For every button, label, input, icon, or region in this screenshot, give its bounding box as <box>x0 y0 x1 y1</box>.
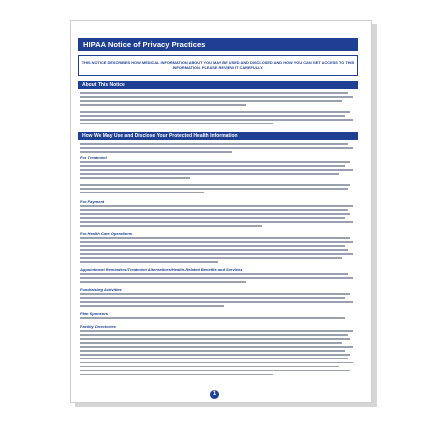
payment-paragraph <box>80 205 356 229</box>
section-heading-about: About This Notice <box>78 81 358 89</box>
page-number: 1 <box>210 390 219 399</box>
uses-intro-paragraph <box>80 143 356 155</box>
facility-paragraph <box>80 330 356 378</box>
about-paragraph <box>80 92 356 127</box>
operations-paragraph <box>80 237 356 265</box>
subheading-operations: For Health Care Operations <box>80 231 133 236</box>
document-title: HIPAA Notice of Privacy Practices <box>78 38 358 51</box>
subheading-treatment: For Treatment <box>80 155 107 160</box>
treatment-paragraph <box>80 161 356 196</box>
fundraising-paragraph <box>80 293 356 309</box>
document-page <box>70 20 372 403</box>
subheading-facility-directories: Facility Directories <box>80 324 116 329</box>
plan-sponsors-paragraph <box>80 317 356 321</box>
notice-box: THIS NOTICE DESCRIBES HOW MEDICAL INFORMATION ABOUT YOU MAY BE USED AND DISCLOSED AND HOW YOU CAN GET ACCESS TO THIS INFORMATION. PLEASE REVIEW IT CAREFULLY. <box>78 55 358 76</box>
appointment-paragraph <box>80 273 356 285</box>
subheading-payment: For Payment <box>80 199 105 204</box>
subheading-appointment-reminders: Appointment Reminders/Treatment Alternatives/Health-Related Benefits and Services <box>80 267 243 272</box>
subheading-fundraising: Fundraising Activities <box>80 287 122 292</box>
section-heading-uses: How We May Use and Disclose Your Protected Health Information <box>78 132 358 140</box>
subheading-plan-sponsors: Plan Sponsors <box>80 311 109 316</box>
